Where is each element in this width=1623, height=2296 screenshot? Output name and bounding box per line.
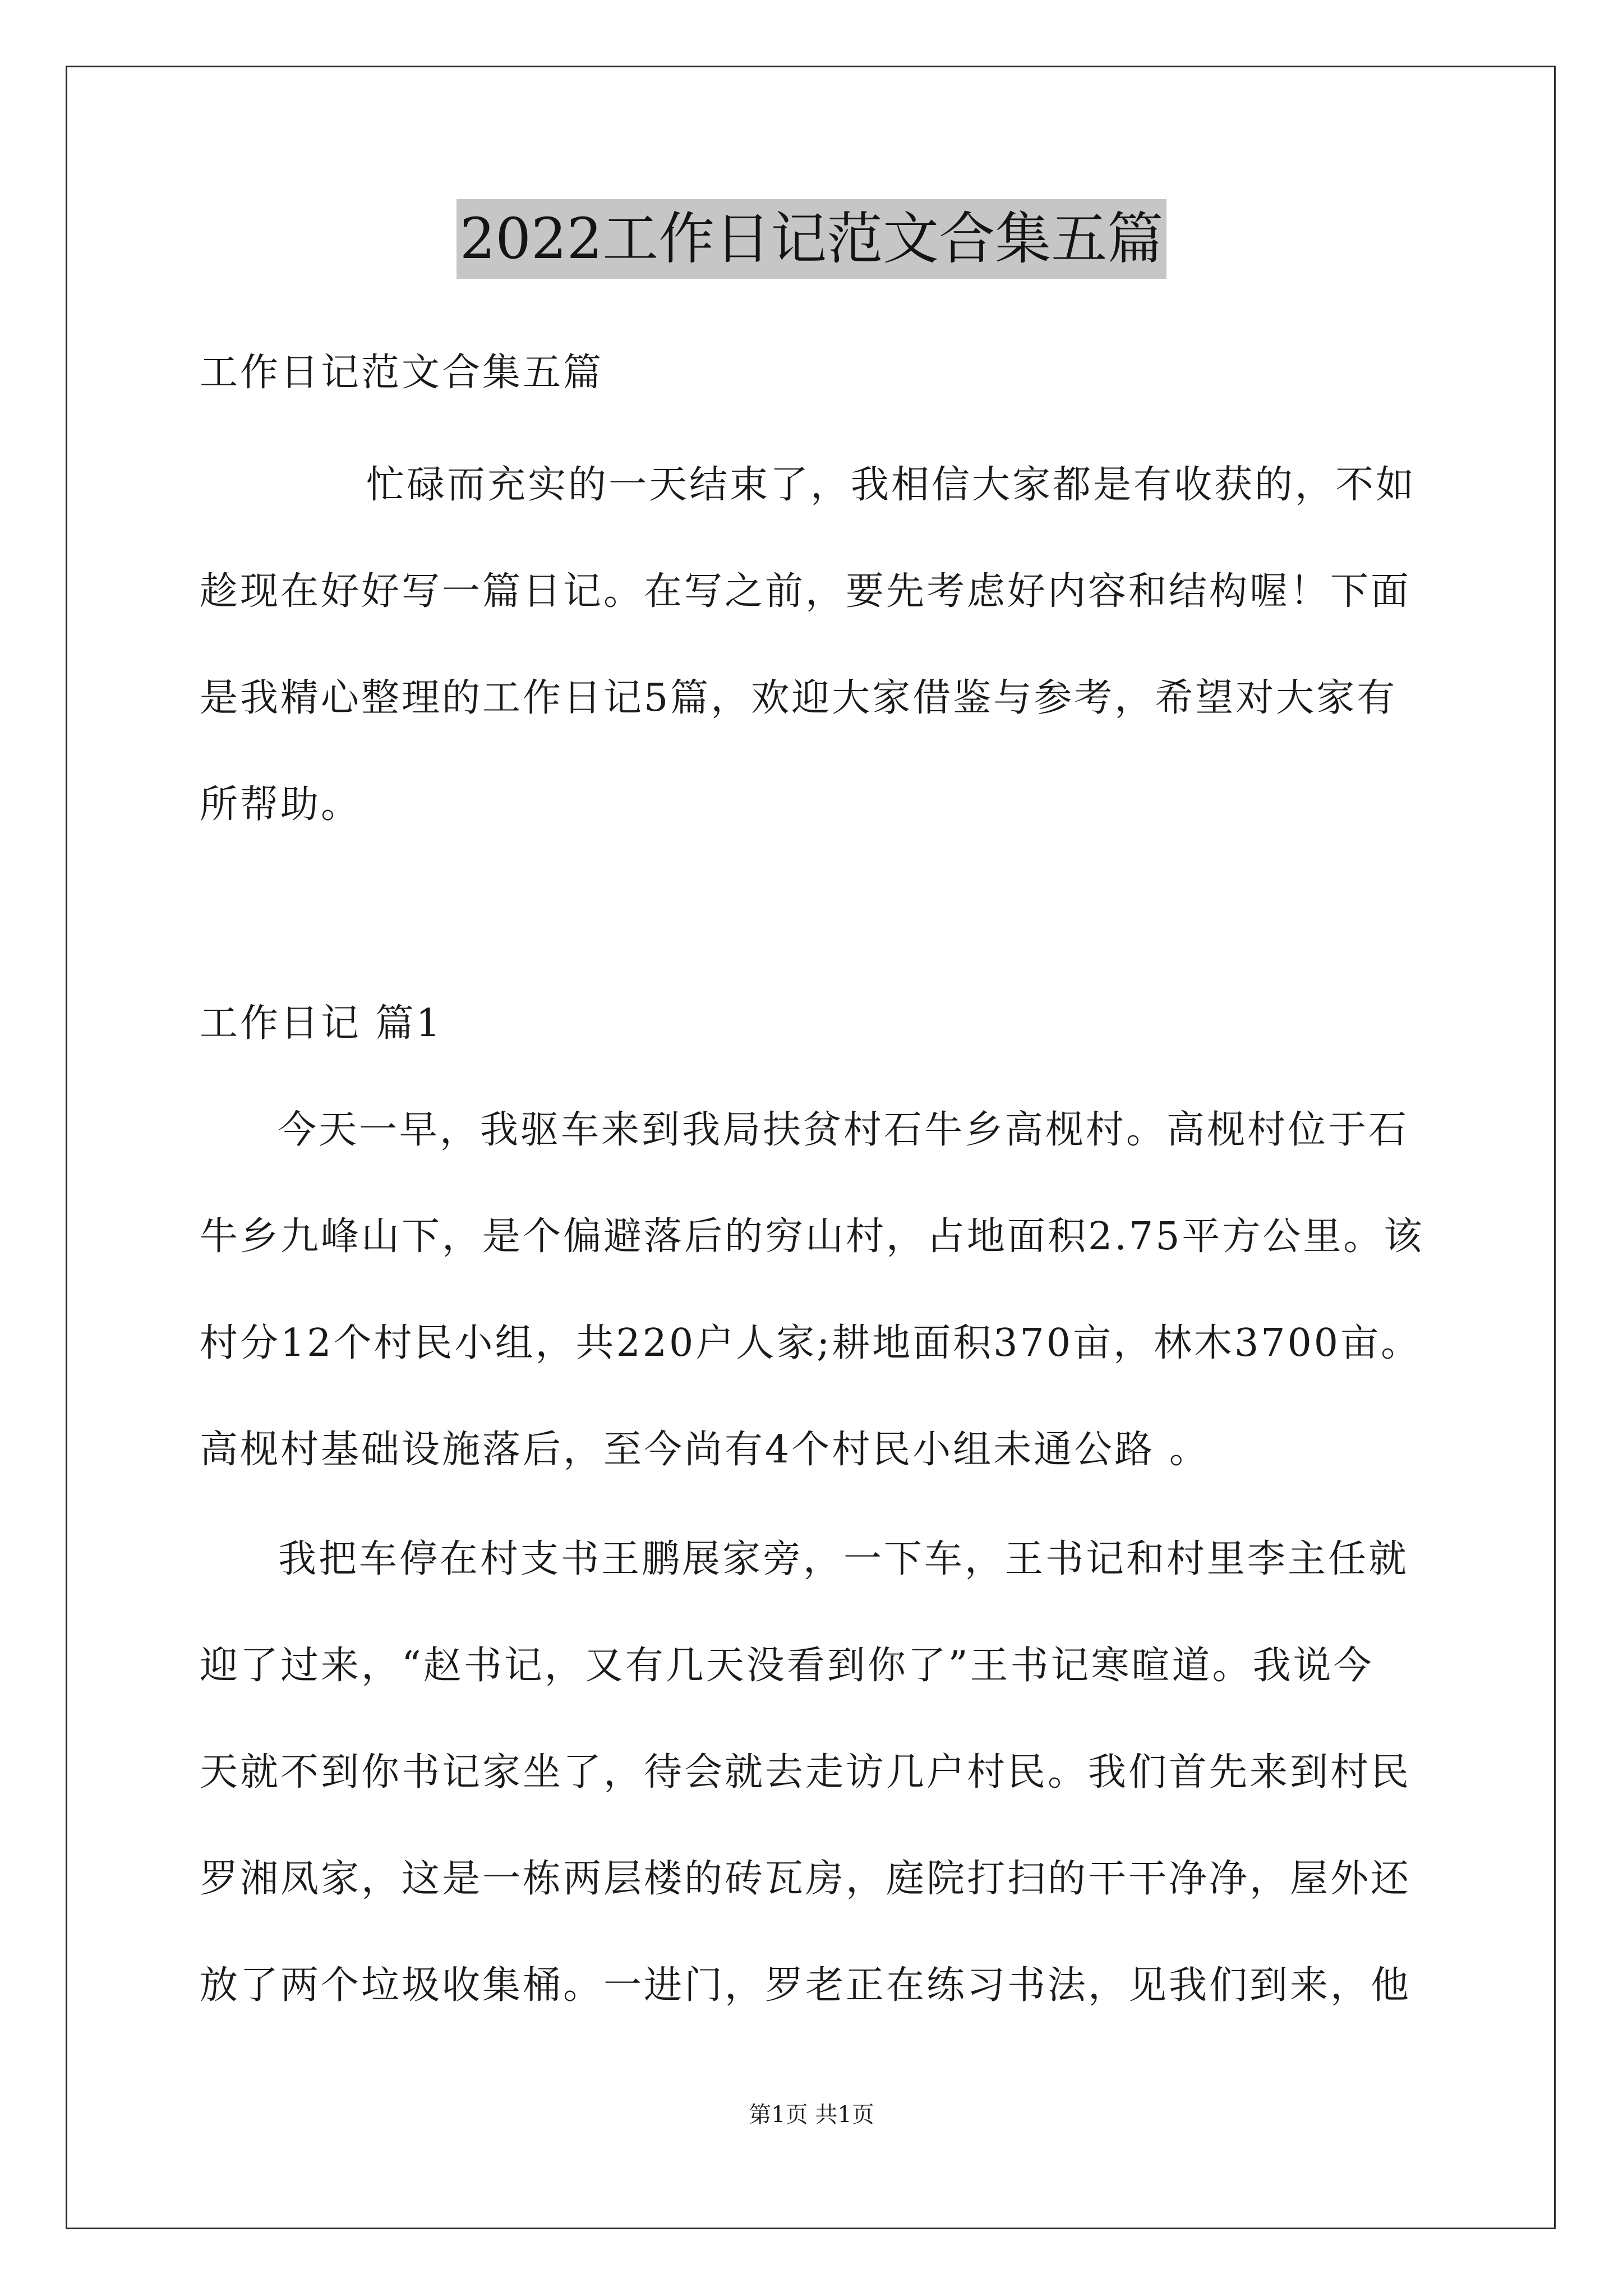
document-title: 2022工作日记范文合集五篇	[457, 199, 1167, 279]
intro-line-3: 是我精心整理的工作日记5篇，欢迎大家借鉴与参考，希望对大家有	[200, 676, 1398, 720]
para1-line-1: 今天一早，我驱车来到我局扶贫村石牛乡高枧村。高枧村位于石	[278, 1108, 1409, 1152]
para2-line-4: 罗湘凤家，这是一栋两层楼的砖瓦房，庭院打扫的干干净净，屋外还	[200, 1857, 1412, 1901]
subtitle-line: 工作日记范文合集五篇	[200, 351, 604, 395]
para2-line-1: 我把车停在村支书王鹏展家旁，一下车，王书记和村里李主任就	[278, 1537, 1409, 1581]
intro-line-4: 所帮助。	[200, 783, 362, 827]
intro-line-2: 趁现在好好写一篇日记。在写之前，要先考虑好内容和结构喔！下面	[200, 569, 1412, 614]
para1-line-4: 高枧村基础设施落后，至今尚有4个村民小组未通公路 。	[200, 1428, 1210, 1472]
page-footer: 第1页 共1页	[749, 2102, 874, 2128]
section-heading-1: 工作日记 篇1	[200, 1001, 442, 1046]
para1-line-3: 村分12个村民小组，共220户人家;耕地面积370亩，林木3700亩。	[200, 1321, 1422, 1365]
para2-line-3: 天就不到你书记家坐了，待会就去走访几户村民。我们首先来到村民	[200, 1750, 1412, 1795]
para1-line-2: 牛乡九峰山下，是个偏避落后的穷山村，占地面积2.75平方公里。该	[200, 1214, 1424, 1259]
intro-line-1: 忙碌而充实的一天结束了，我相信大家都是有收获的，不如	[366, 463, 1417, 507]
title-container	[0, 199, 1623, 279]
para2-line-5: 放了两个垃圾收集桶。一进门，罗老正在练习书法，见我们到来，他	[200, 1963, 1412, 2008]
para2-line-2: 迎了过来，“赵书记，又有几天没看到你了”王书记寒暄道。我说今	[200, 1644, 1374, 1688]
